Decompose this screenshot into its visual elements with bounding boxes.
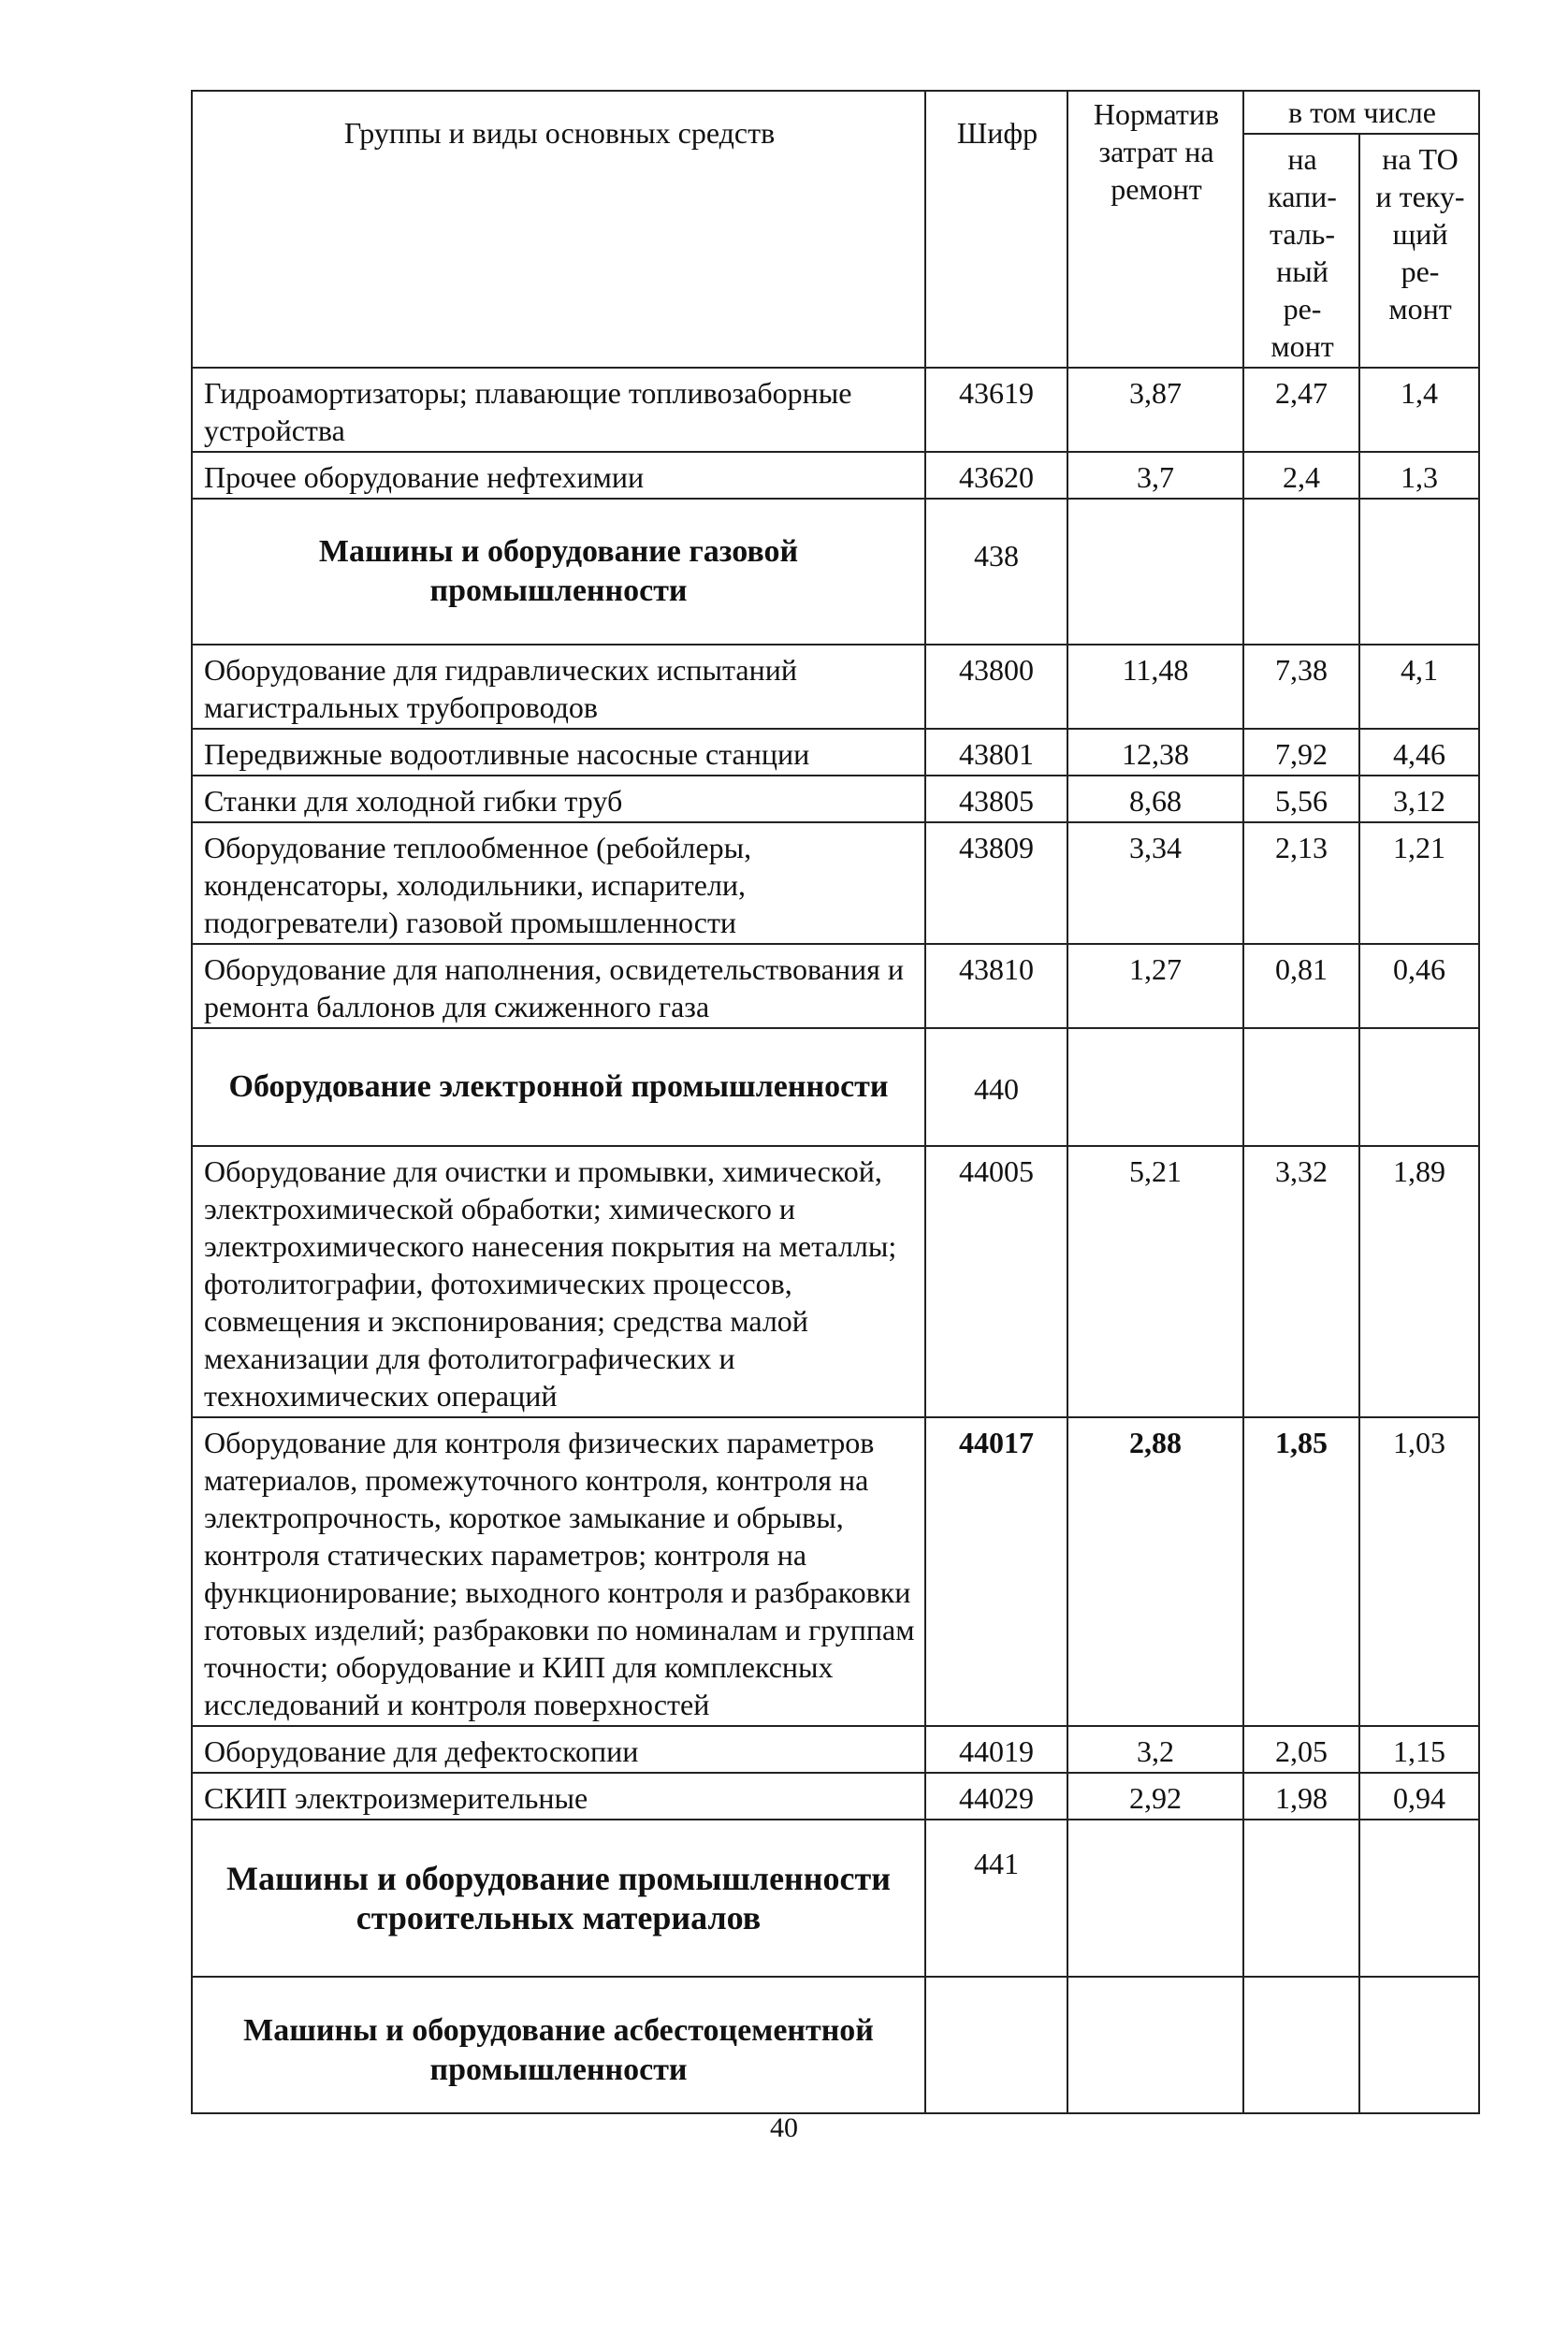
group-title: Оборудование электронной промышленности bbox=[192, 1028, 925, 1146]
header-code-label: Шифр bbox=[956, 116, 1038, 150]
row-code: 44029 bbox=[925, 1773, 1067, 1820]
group-title: Машины и оборудование промышленности строительных материалов bbox=[192, 1820, 925, 1977]
row-capital: 2,05 bbox=[1243, 1726, 1359, 1773]
group-row bbox=[192, 1820, 1479, 1977]
row-name: Оборудование для дефектоскопии bbox=[192, 1726, 925, 1773]
row-capital: 2,47 bbox=[1243, 368, 1359, 452]
row-code: 44019 bbox=[925, 1726, 1067, 1773]
table-row bbox=[192, 1726, 1479, 1773]
group-row bbox=[192, 1028, 1479, 1146]
header-including-label: в том числе bbox=[1288, 95, 1436, 129]
row-maintenance: 4,46 bbox=[1359, 729, 1479, 776]
row-capital: 2,4 bbox=[1243, 452, 1359, 499]
row-code: 43800 bbox=[925, 645, 1067, 729]
page-number: 40 bbox=[770, 2112, 798, 2143]
row-norm: 5,21 bbox=[1067, 1146, 1243, 1417]
header-norm-label: Норматив затрат на ремонт bbox=[1093, 97, 1220, 206]
table-row bbox=[192, 776, 1479, 822]
header-including-cell bbox=[1243, 91, 1479, 134]
header-code-cell bbox=[925, 91, 1067, 368]
group-row bbox=[192, 499, 1479, 645]
table-row bbox=[192, 1773, 1479, 1820]
row-capital: 7,38 bbox=[1243, 645, 1359, 729]
row-name: Оборудование для очистки и промывки, химической, электрохимической обработки; химического и электрохимического нанесения покрытия на металлы; фотолитографии, фотохимических процессов, совмещения и экспонирования; средства малой механизации для фотолитографических и технохимических операций bbox=[192, 1146, 925, 1417]
row-code: 43805 bbox=[925, 776, 1067, 822]
row-capital: 1,85 bbox=[1243, 1417, 1359, 1726]
row-norm: 8,68 bbox=[1067, 776, 1243, 822]
table-row bbox=[192, 452, 1479, 499]
norms-table bbox=[191, 90, 1480, 2114]
row-maintenance: 1,4 bbox=[1359, 368, 1479, 452]
row-code: 43620 bbox=[925, 452, 1067, 499]
row-maintenance: 1,89 bbox=[1359, 1146, 1479, 1417]
empty-cell bbox=[1067, 1028, 1243, 1146]
table-row bbox=[192, 822, 1479, 944]
group-title: Машины и оборудование газовой промышленности bbox=[192, 499, 925, 645]
row-name: Передвижные водоотливные насосные станции bbox=[192, 729, 925, 776]
row-capital: 1,98 bbox=[1243, 1773, 1359, 1820]
table-row bbox=[192, 645, 1479, 729]
row-maintenance: 4,1 bbox=[1359, 645, 1479, 729]
group-code: 440 bbox=[925, 1028, 1067, 1146]
row-capital: 7,92 bbox=[1243, 729, 1359, 776]
header-maintenance-cell bbox=[1359, 134, 1479, 368]
row-capital: 2,13 bbox=[1243, 822, 1359, 944]
empty-cell bbox=[1359, 1028, 1479, 1146]
row-code: 44005 bbox=[925, 1146, 1067, 1417]
group-title: Машины и оборудование асбестоцементной промышленности bbox=[192, 1977, 925, 2113]
row-name: Станки для холодной гибки труб bbox=[192, 776, 925, 822]
row-norm: 1,27 bbox=[1067, 944, 1243, 1028]
row-maintenance: 3,12 bbox=[1359, 776, 1479, 822]
row-norm: 3,34 bbox=[1067, 822, 1243, 944]
group-code: 441 bbox=[925, 1820, 1067, 1977]
table-row bbox=[192, 1417, 1479, 1726]
row-maintenance: 1,3 bbox=[1359, 452, 1479, 499]
empty-cell bbox=[1067, 499, 1243, 645]
empty-cell bbox=[1359, 1820, 1479, 1977]
row-code: 43619 bbox=[925, 368, 1067, 452]
row-maintenance: 1,21 bbox=[1359, 822, 1479, 944]
empty-cell bbox=[1243, 1820, 1359, 1977]
empty-cell bbox=[1243, 499, 1359, 645]
row-norm: 11,48 bbox=[1067, 645, 1243, 729]
row-name: СКИП электроизмерительные bbox=[192, 1773, 925, 1820]
row-norm: 3,2 bbox=[1067, 1726, 1243, 1773]
header-maintenance-label: на ТО и теку-щий ре-монт bbox=[1375, 142, 1465, 326]
row-norm: 2,92 bbox=[1067, 1773, 1243, 1820]
group-code: 438 bbox=[925, 499, 1067, 645]
row-maintenance: 0,46 bbox=[1359, 944, 1479, 1028]
row-name: Гидроамортизаторы; плавающие топливозаборные устройства bbox=[192, 368, 925, 452]
table-row bbox=[192, 368, 1479, 452]
row-name: Оборудование теплообменное (ребойлеры, конденсаторы, холодильники, испарители, подогреватели) газовой промышленности bbox=[192, 822, 925, 944]
empty-cell bbox=[1243, 1028, 1359, 1146]
header-group-label: Группы и виды основных средств bbox=[343, 116, 776, 150]
table-row bbox=[192, 1146, 1479, 1417]
empty-cell bbox=[1359, 499, 1479, 645]
row-code: 43809 bbox=[925, 822, 1067, 944]
empty-cell bbox=[1067, 1820, 1243, 1977]
header-capital-cell bbox=[1243, 134, 1359, 368]
row-norm: 2,88 bbox=[1067, 1417, 1243, 1726]
row-code: 44017 bbox=[925, 1417, 1067, 1726]
row-maintenance: 0,94 bbox=[1359, 1773, 1479, 1820]
table-row bbox=[192, 944, 1479, 1028]
header-capital-label: на капи-таль-ный ре-монт bbox=[1268, 142, 1337, 363]
row-name: Оборудование для гидравлических испытаний магистральных трубопроводов bbox=[192, 645, 925, 729]
row-capital: 5,56 bbox=[1243, 776, 1359, 822]
header-group-cell bbox=[192, 91, 925, 368]
row-code: 43810 bbox=[925, 944, 1067, 1028]
group-code bbox=[925, 1977, 1067, 2113]
row-name: Прочее оборудование нефтехимии bbox=[192, 452, 925, 499]
row-maintenance: 1,03 bbox=[1359, 1417, 1479, 1726]
row-name: Оборудование для наполнения, освидетельствования и ремонта баллонов для сжиженного газа bbox=[192, 944, 925, 1028]
row-maintenance: 1,15 bbox=[1359, 1726, 1479, 1773]
empty-cell bbox=[1359, 1977, 1479, 2113]
header-row bbox=[192, 91, 1479, 134]
row-norm: 3,87 bbox=[1067, 368, 1243, 452]
empty-cell bbox=[1243, 1977, 1359, 2113]
row-capital: 0,81 bbox=[1243, 944, 1359, 1028]
row-code: 43801 bbox=[925, 729, 1067, 776]
group-row bbox=[192, 1977, 1479, 2113]
row-capital: 3,32 bbox=[1243, 1146, 1359, 1417]
empty-cell bbox=[1067, 1977, 1243, 2113]
row-norm: 12,38 bbox=[1067, 729, 1243, 776]
row-norm: 3,7 bbox=[1067, 452, 1243, 499]
header-norm-cell bbox=[1067, 91, 1243, 368]
row-name: Оборудование для контроля физических параметров материалов, промежуточного контроля, контроля на электропрочность, короткое замыкание и обрывы, контроля статических параметров; контроля на функционирование; выходного контроля и разбраковки готовых изделий; разбраковки по номиналам и группам точности; оборудование и КИП для комплексных исследований и контроля поверхностей bbox=[192, 1417, 925, 1726]
table-row bbox=[192, 729, 1479, 776]
